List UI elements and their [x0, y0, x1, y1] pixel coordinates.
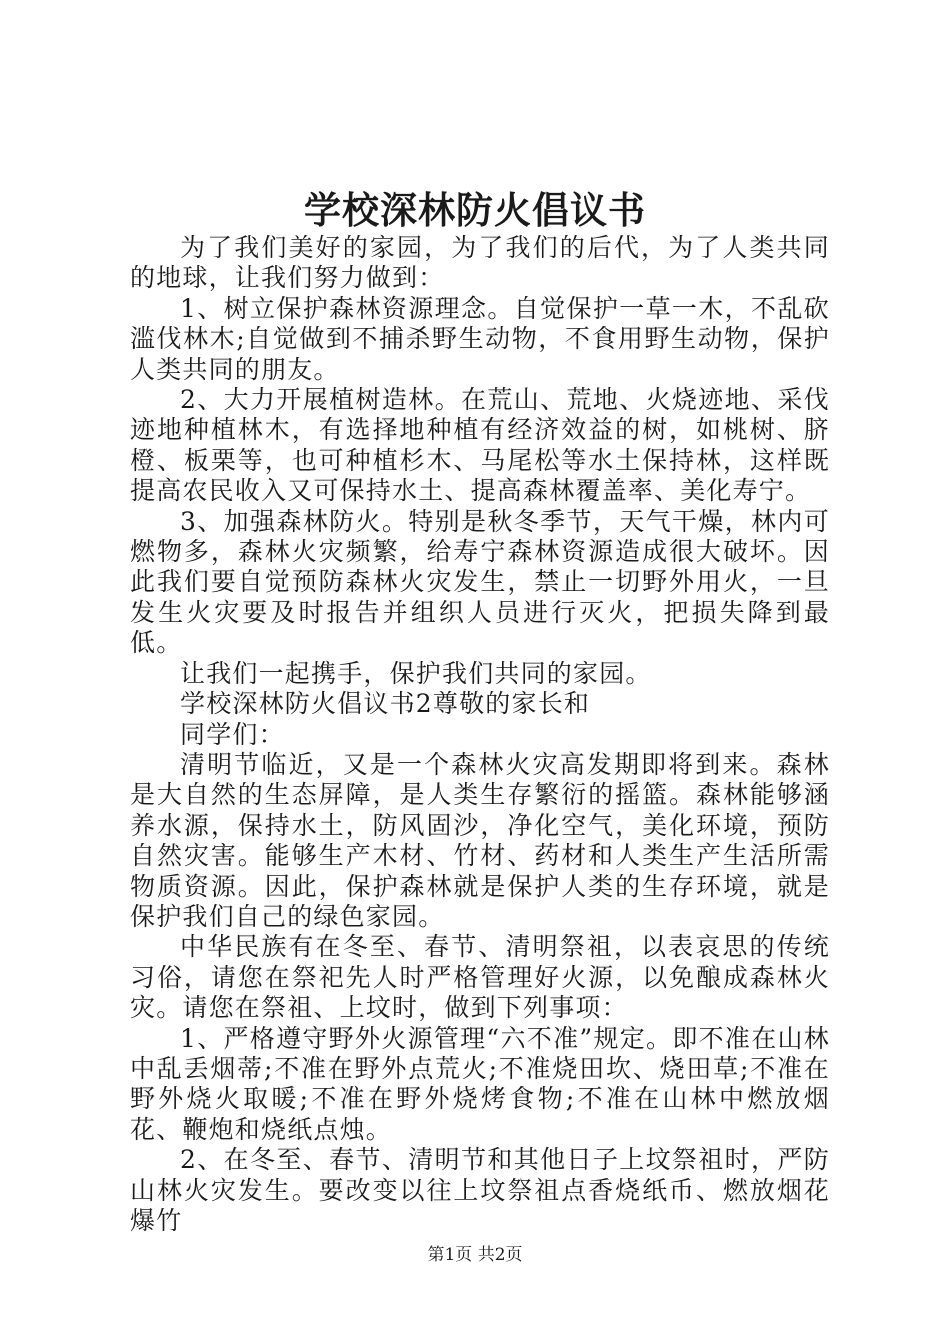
paragraph-qingming: 清明节临近，又是一个森林火灾高发期即将到来。森林是大自然的生态屏障，是人类生存繁衍的摇篮。森林能够涵养水源，保持水土，防风固沙，净化空气，美化环境，预防自然灾害。能够生产木材、竹材、药材和人类生产生活所需物质资源。因此，保护森林就是保护人类的生存环境，就是保护我们自己的绿色家园。 [130, 749, 830, 931]
paragraph-custom: 中华民族有在冬至、春节、清明祭祖，以表哀思的传统习俗，请您在祭祀先人时严格管理好火源，以免酿成森林火灾。请您在祭祖、上坟时，做到下列事项： [130, 932, 830, 1023]
paragraph-rule-2: 2、在冬至、春节、清明节和其他日子上坟祭祖时，严防山林火灾发生。要改变以往上坟祭祖点香烧纸币、燃放烟花爆竹 [130, 1145, 830, 1235]
paragraph-intro: 为了我们美好的家园，为了我们的后代，为了人类共同的地球，让我们努力做到： [130, 233, 830, 293]
document-body [130, 233, 830, 1236]
paragraph-salutation: 同学们： [180, 719, 285, 749]
page-footer: 第1页 共2页 [427, 1245, 523, 1265]
paragraph-second-title: 学校深林防火倡议书2尊敬的家长和 [180, 689, 591, 719]
paragraph-closing: 让我们一起携手，保护我们共同的家园。 [180, 658, 652, 688]
paragraph-item-1: 1、树立保护森林资源理念。自觉保护一草一木，不乱砍滥伐林木;自觉做到不捕杀野生动物，不食用野生动物，保护人类共同的朋友。 [130, 293, 830, 384]
paragraph-rule-1: 1、严格遵守野外火源管理“六不准”规定。即不准在山林中乱丢烟蒂;不准在野外点荒火;不准烧田坎、烧田草;不准在野外烧火取暖;不准在野外烧烤食物;不准在山林中燃放烟花、鞭炮和烧纸点烛。 [130, 1023, 830, 1144]
paragraph-item-3: 3、加强森林防火。特别是秋冬季节，天气干燥，林内可燃物多，森林火灾频繁，给寿宁森林资源造成很大破坏。因此我们要自觉预防森林火灾发生，禁止一切野外用火，一旦发生火灾要及时报告并组织人员进行灭火，把损失降到最低。 [130, 506, 830, 658]
document-title: 学校深林防火倡议书 [304, 188, 646, 232]
paragraph-item-2: 2、大力开展植树造林。在荒山、荒地、火烧迹地、采伐迹地种植林木，有选择地种植有经济效益的树，如桃树、脐橙、板栗等，也可种植杉木、马尾松等水土保持林，这样既提高农民收入又可保持水土、提高森林覆盖率、美化寿宁。 [130, 385, 830, 506]
